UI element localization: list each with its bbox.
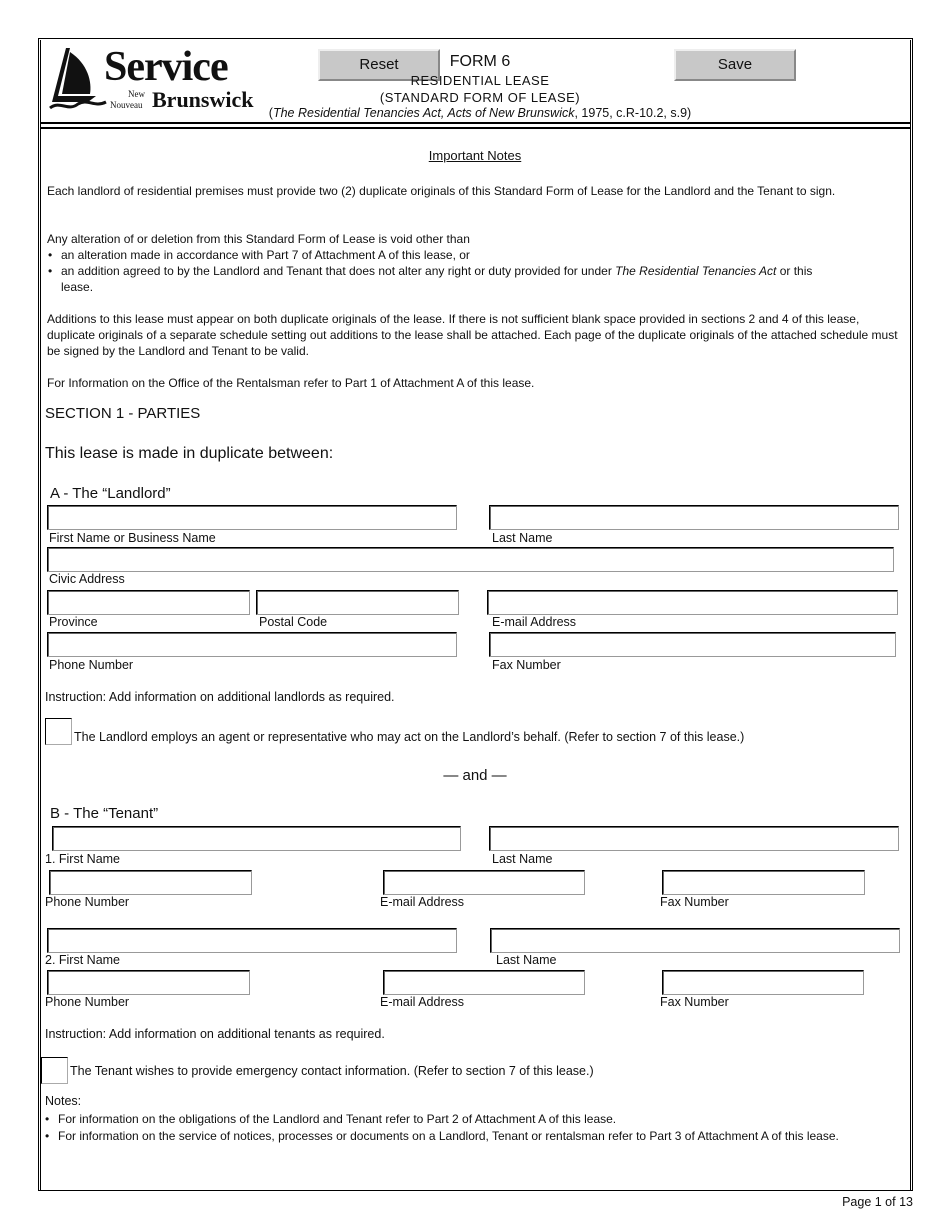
- notes-label: Notes:: [45, 1094, 82, 1108]
- field-label: E-mail Address: [492, 615, 577, 629]
- tenant2-email-input[interactable]: [383, 970, 585, 995]
- notes-bullet: [61, 263, 841, 295]
- field-label: E-mail Address: [380, 995, 465, 1009]
- act-ref: , 1975, c.R-10.2, s.9): [574, 106, 692, 120]
- tenant1-email-input[interactable]: [383, 870, 585, 895]
- field-label: Fax Number: [492, 658, 561, 672]
- checkbox-label: The Landlord employs an agent or representative who may act on the Landlord’s behalf. (Refer to section 7 of this lease.): [74, 730, 745, 744]
- save-button[interactable]: Save: [674, 49, 796, 81]
- field-label: Fax Number: [660, 995, 729, 1009]
- field-label: Phone Number: [45, 895, 130, 909]
- divider: [40, 122, 910, 124]
- notes-paragraph: Any alteration of or deletion from this Standard Form of Lease is void other than: [47, 232, 470, 246]
- important-notes-heading: [0, 148, 950, 163]
- form-number: FORM 6: [449, 53, 511, 70]
- field-label: Phone Number: [45, 995, 130, 1009]
- note-bullet: • For information on the service of notices, processes or documents on a Landlord, Tenant or rentalsman refer to Part 3 of Attachment A of this lease.: [58, 1128, 903, 1144]
- logo-brunswick: Brunswick: [152, 87, 254, 112]
- notes-paragraph: For Information on the Office of the Rentalsman refer to Part 1 of Attachment A of this lease.: [47, 376, 535, 390]
- instruction-text: Instruction: Add information on additional landlords as required.: [45, 690, 395, 704]
- field-label: Fax Number: [660, 895, 729, 909]
- tenant1-first-name-input[interactable]: [52, 826, 461, 851]
- landlord-province-input[interactable]: [47, 590, 250, 615]
- landlord-fax-input[interactable]: [489, 632, 896, 657]
- field-label: Postal Code: [259, 615, 328, 629]
- field-label: Last Name: [492, 852, 553, 866]
- divider: [40, 127, 910, 129]
- act-citation: [180, 106, 780, 121]
- logo-new: New: [128, 89, 145, 99]
- field-label: First Name or Business Name: [49, 531, 216, 545]
- field-label: Province: [49, 615, 98, 629]
- sailboat-icon: [48, 46, 108, 112]
- tenant-heading: B - The “Tenant”: [50, 805, 159, 822]
- notes-paragraph: Additions to this lease must appear on both duplicate originals of the lease. If there is not sufficient blank space provided in sections 2 and 4 of this lease, duplicate originals of a separate schedule setting out additions to the lease shall be attached. Each page of the duplicate originals of the attached schedule must be signed by the Landlord and Tenant to be valid.: [47, 312, 898, 358]
- checkbox-label: The Tenant wishes to provide emergency contact information. (Refer to section 7 of this lease.): [70, 1064, 594, 1078]
- paren: (: [268, 106, 273, 120]
- section-intro: This lease is made in duplicate between:: [45, 445, 334, 462]
- field-label: E-mail Address: [380, 895, 465, 909]
- form-subtitle: (STANDARD FORM OF LEASE): [379, 90, 581, 105]
- note-bullet: • For information on the obligations of the Landlord and Tenant refer to Part 2 of Attachment A of this lease.: [58, 1111, 616, 1127]
- bullet-text: an addition agreed to by the Landlord and Tenant that does not alter any right or duty provided for under: [61, 264, 616, 278]
- tenant2-phone-input[interactable]: [47, 970, 250, 995]
- field-label: 1. First Name: [45, 852, 121, 866]
- logo-nouveau: Nouveau: [110, 100, 143, 110]
- tenant1-last-name-input[interactable]: [489, 826, 899, 851]
- page-number: Page 1 of 13: [842, 1195, 913, 1209]
- field-label: Last Name: [496, 953, 557, 967]
- field-label: Civic Address: [49, 572, 125, 586]
- notes-bullet: • an alteration made in accordance with Part 7 of Attachment A of this lease, or: [61, 247, 470, 263]
- form-inner-border: [40, 40, 911, 1191]
- tenant2-first-name-input[interactable]: [47, 928, 457, 953]
- landlord-postal-code-input[interactable]: [256, 590, 459, 615]
- notes-paragraph: Each landlord of residential premises must provide two (2) duplicate originals of this Standard Form of Lease for the Landlord and the Tenant to sign.: [47, 184, 836, 198]
- reset-button[interactable]: Reset: [318, 49, 440, 81]
- tenant1-phone-input[interactable]: [49, 870, 252, 895]
- tenant1-fax-input[interactable]: [662, 870, 865, 895]
- emergency-contact-checkbox[interactable]: [41, 1057, 68, 1084]
- landlord-first-name-input[interactable]: [47, 505, 457, 530]
- form-title: RESIDENTIAL LEASE: [410, 73, 550, 88]
- field-label: 2. First Name: [45, 953, 121, 967]
- instruction-text: Instruction: Add information on additional tenants as required.: [45, 1027, 385, 1041]
- tenant2-last-name-input[interactable]: [490, 928, 900, 953]
- landlord-civic-address-input[interactable]: [47, 547, 894, 572]
- act-name: The Residential Tenancies Act, Acts of New Brunswick: [272, 106, 575, 120]
- tenant2-fax-input[interactable]: [662, 970, 864, 995]
- agent-checkbox[interactable]: [45, 718, 72, 745]
- field-label: Phone Number: [49, 658, 134, 672]
- and-separator: — and —: [443, 767, 507, 784]
- heading-text: Important Notes: [428, 148, 522, 163]
- logo-service: Service: [104, 44, 228, 90]
- bullet-italic: The Residential Tenancies Act: [615, 264, 777, 278]
- bullet-text: or this lease.: [61, 264, 813, 294]
- landlord-email-input[interactable]: [487, 590, 898, 615]
- section-title: SECTION 1 - PARTIES: [45, 405, 201, 422]
- landlord-heading: A - The “Landlord”: [50, 485, 171, 502]
- landlord-last-name-input[interactable]: [489, 505, 899, 530]
- landlord-phone-input[interactable]: [47, 632, 457, 657]
- field-label: Last Name: [492, 531, 553, 545]
